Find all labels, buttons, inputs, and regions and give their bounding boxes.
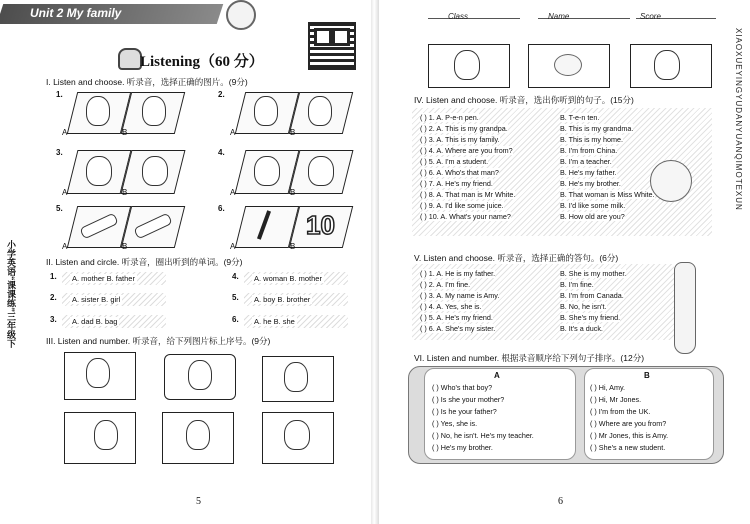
- table-row[interactable]: ( ) 1. A. P-e-n pen. B. T-e-n ten.: [420, 113, 600, 122]
- table-row[interactable]: ( ) 3. A. My name is Amy. B. I'm from Canada.: [420, 291, 624, 300]
- man-face-icon: [142, 96, 166, 126]
- column-b-label: B: [644, 371, 650, 380]
- item-number: 4.: [232, 272, 239, 281]
- part4-heading: IV. Listen and choose. 听录音，选出你听到的句子。(15分): [414, 95, 634, 105]
- item-number: 6.: [232, 315, 239, 324]
- part6-heading: VI. Listen and number. 根据录音顺序给下列句子排序。(12分): [414, 353, 645, 363]
- class-field[interactable]: [428, 8, 520, 19]
- table-row[interactable]: ( ) 10. A. What's your name? B. How old are you?: [420, 212, 625, 221]
- list-item[interactable]: ( ) Is she your mother?: [432, 395, 505, 404]
- list-item[interactable]: ( ) Is he your father?: [432, 407, 497, 416]
- column-a-list: [432, 382, 534, 454]
- grandpa-face-icon: [284, 420, 310, 450]
- woman-face-icon: [86, 96, 110, 126]
- option-label-b: B: [290, 242, 296, 251]
- list-item[interactable]: ( ) Hi, Mr Jones.: [590, 395, 642, 404]
- part5-heading: V. Listen and choose. 听录音，选择正确的答句。(6分): [414, 253, 619, 263]
- unit-title: Unit 2 My family: [30, 6, 122, 20]
- circle-choice-item[interactable]: A. he B. she: [244, 315, 348, 328]
- woman-face-icon: [186, 420, 210, 450]
- girl-face-icon: [308, 96, 332, 126]
- column-b-list: [590, 382, 668, 454]
- option-label-a: A: [62, 128, 68, 137]
- student-face-icon: [654, 50, 680, 80]
- list-item[interactable]: ( ) She's a new student.: [590, 443, 666, 452]
- name-label: Name: [548, 12, 570, 21]
- right-page: [378, 0, 750, 524]
- item-number: 5.: [232, 293, 239, 302]
- man-face-icon: [86, 358, 110, 388]
- book-side-title: 小学英语“课课练”三年级下: [6, 240, 16, 348]
- option-label-b: B: [290, 188, 296, 197]
- item-number: 2.: [218, 90, 225, 99]
- column-a-label: A: [494, 371, 500, 380]
- man-face-icon: [254, 156, 280, 186]
- list-item[interactable]: ( ) He's my brother.: [432, 443, 493, 452]
- boy-face-icon: [454, 50, 480, 80]
- part4-table: [420, 112, 655, 222]
- circle-choice-item[interactable]: A. mother B. father: [62, 272, 166, 285]
- option-label-a: A: [230, 242, 236, 251]
- grandma-face-icon: [94, 420, 118, 450]
- class-label: Class: [448, 12, 469, 21]
- list-item[interactable]: ( ) Mr Jones, this is Amy.: [590, 431, 669, 440]
- part3-heading: III. Listen and number. 听录音，给下列图片标上序号。(9分): [46, 336, 271, 346]
- item-number: 1.: [50, 272, 57, 281]
- list-item[interactable]: ( ) No, he isn't. He's my teacher.: [432, 431, 534, 440]
- page-number: 6: [558, 496, 563, 507]
- table-row[interactable]: ( ) 7. A. He's my friend. B. He's my brother.: [420, 179, 621, 188]
- boy-face-icon: [254, 96, 278, 126]
- qr-code-icon: [308, 22, 356, 70]
- side-letters: XIAOXUEYINGYUDANYUANQIMOTEXUN: [734, 28, 743, 211]
- boy-face-icon: [284, 362, 308, 392]
- circle-choice-item[interactable]: A. sister B. girl: [62, 293, 166, 306]
- table-row[interactable]: ( ) 4. A. Yes, she is. B. No, he isn't.: [420, 302, 607, 311]
- item-number: 4.: [218, 148, 225, 157]
- number-ten: 10: [306, 210, 335, 240]
- table-row[interactable]: ( ) 9. A. I'd like some juice. B. I'd like some milk.: [420, 201, 626, 210]
- page-number: 5: [196, 496, 201, 507]
- part5-table: [420, 268, 626, 334]
- girl-face-icon: [188, 360, 212, 390]
- circle-choice-item[interactable]: A. boy B. brother: [244, 293, 348, 306]
- option-label-b: B: [290, 128, 296, 137]
- option-label-a: A: [62, 188, 68, 197]
- item-number: 2.: [50, 293, 57, 302]
- score-label: Score: [640, 12, 661, 21]
- list-item[interactable]: ( ) I'm from the UK.: [590, 407, 651, 416]
- table-row[interactable]: ( ) 4. A. Where are you from? B. I'm from China.: [420, 146, 618, 155]
- section-title: Listening（60 分）: [140, 54, 264, 70]
- table-row[interactable]: ( ) 6. A. She's my sister. B. It's a duck.: [420, 324, 603, 333]
- list-item[interactable]: ( ) Hi, Amy.: [590, 383, 626, 392]
- mascot-icon: [226, 0, 256, 30]
- headphones-icon: [118, 48, 142, 70]
- table-row[interactable]: ( ) 3. A. This is my family. B. This is my home.: [420, 135, 623, 144]
- item-number: 3.: [56, 148, 63, 157]
- option-label-a: A: [230, 128, 236, 137]
- flower-decoration-icon: [650, 160, 692, 202]
- item-number: 6.: [218, 204, 225, 213]
- option-label-a: A: [62, 242, 68, 251]
- table-row[interactable]: ( ) 8. A. That man is Mr White. B. That woman is Miss White.: [420, 190, 655, 199]
- option-label-a: A: [230, 188, 236, 197]
- option-label-b: B: [122, 128, 128, 137]
- dog-icon: [554, 54, 582, 76]
- circle-choice-item[interactable]: A. woman B. mother: [244, 272, 348, 285]
- vase-icon: [674, 262, 696, 354]
- grandpa-face-icon: [86, 156, 112, 186]
- table-row[interactable]: ( ) 2. A. This is my grandpa. B. This is my grandma.: [420, 124, 634, 133]
- woman-face-icon: [308, 156, 334, 186]
- item-number: 3.: [50, 315, 57, 324]
- item-number: 1.: [56, 90, 63, 99]
- grandma-face-icon: [142, 156, 168, 186]
- list-item[interactable]: ( ) Where are you from?: [590, 419, 667, 428]
- list-item[interactable]: ( ) Yes, she is.: [432, 419, 478, 428]
- list-item[interactable]: ( ) Who's that boy?: [432, 383, 493, 392]
- option-label-b: B: [122, 242, 128, 251]
- circle-choice-item[interactable]: A. dad B. bag: [62, 315, 166, 328]
- table-row[interactable]: ( ) 1. A. He is my father. B. She is my mother.: [420, 269, 627, 278]
- table-row[interactable]: ( ) 2. A. I'm fine. B. I'm fine.: [420, 280, 594, 289]
- option-label-b: B: [122, 188, 128, 197]
- left-page: [0, 0, 372, 524]
- table-row[interactable]: ( ) 5. A. I'm a student. B. I'm a teacher.: [420, 157, 612, 166]
- table-row[interactable]: ( ) 6. A. Who's that man? B. He's my father.: [420, 168, 617, 177]
- part1-heading: I. Listen and choose. 听录音，选择正确的图片。(9分): [46, 77, 248, 87]
- part2-heading: II. Listen and circle. 听录音，圈出听到的单词。(9分): [46, 257, 243, 267]
- table-row[interactable]: ( ) 5. A. He's my friend. B. She's my friend.: [420, 313, 621, 322]
- item-number: 5.: [56, 204, 63, 213]
